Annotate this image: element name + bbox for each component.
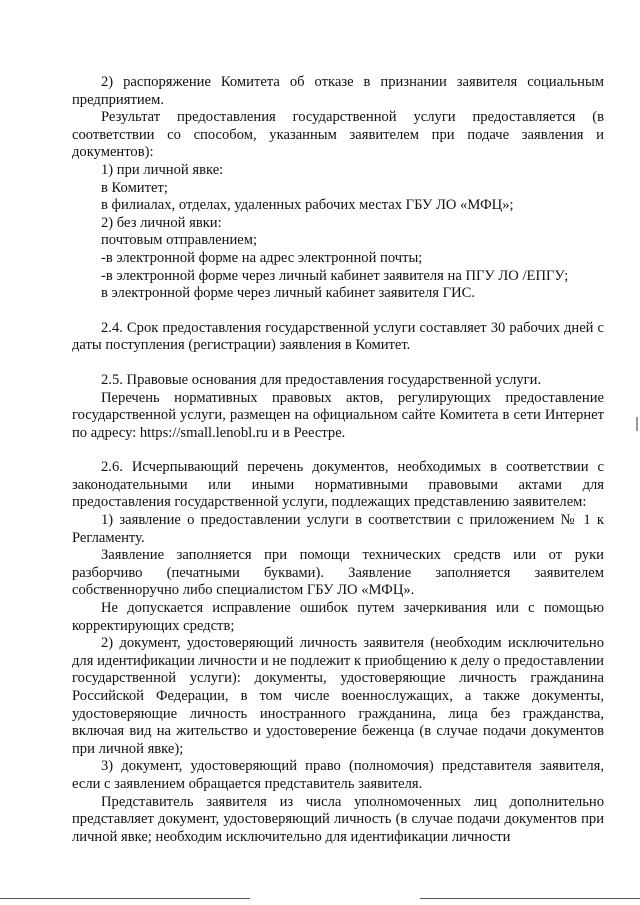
paragraph: Не допускается исправление ошибок путем зачеркивания или с помощью корректирующих средств; — [72, 600, 604, 634]
paragraph: Представитель заявителя из числа уполномоченных лиц дополнительно представляет документ, удостоверяющий личность (в случае подачи документов при личной явке; необходим исключительно для идентификации личности — [72, 793, 604, 845]
paragraph: 3) документ, удостоверяющий право (полномочия) представителя заявителя, если с заявлением обращается представитель заявителя. — [72, 758, 604, 792]
section-gap — [72, 303, 604, 320]
paragraph: 1) заявление о предоставлении услуги в соответствии с приложением № 1 к Регламенту. — [72, 512, 604, 546]
list-line: 1) при личной явке: — [101, 161, 224, 178]
list-line: 2.5. Правовые основания для предоставления государственной услуги. — [101, 371, 542, 388]
list-line: -в электронной форме через личный кабинет заявителя на ПГУ ЛО /ЕПГУ; — [101, 267, 569, 284]
paragraph: Перечень нормативных правовых актов, регулирующих предоставление государственной услуги, размещен на официальном сайте Комитета в сети Интернет по адресу: https://small.lenobl.ru и в Реестре. — [72, 389, 604, 441]
document-page — [72, 74, 604, 846]
list-line: в филиалах, отделах, удаленных рабочих местах ГБУ ЛО «МФЦ»; — [101, 197, 514, 214]
paragraph: Результат предоставления государственной услуги предоставляется (в соответствии со способом, указанным заявителем при подаче заявления и документов): — [72, 109, 604, 161]
paragraph: Заявление заполняется при помощи технических средств или от руки разборчиво (печатными буквами). Заявление заполняется заявителем собственноручно либо специалистом ГБУ ЛО «МФЦ». — [72, 547, 604, 599]
section-gap — [72, 355, 604, 372]
scan-edge-segment — [0, 898, 250, 899]
list-line: -в электронной форме на адрес электронной почты; — [101, 249, 423, 266]
paragraph: 2) распоряжение Комитета об отказе в признании заявителя социальным предприятием. — [72, 74, 604, 108]
scan-edge-segment — [420, 898, 640, 899]
list-line: почтовым отправлением; — [101, 232, 258, 249]
scan-margin-mark — [636, 417, 638, 431]
scan-bottom-edge — [0, 898, 640, 900]
paragraph: 2.6. Исчерпывающий перечень документов, необходимых в соответствии с законодательными или иными нормативными правовыми актами для предоставления государственной услуги, подлежащих представлению заявителем: — [72, 459, 604, 511]
list-line: 2) без личной явки: — [101, 214, 222, 231]
list-line: в электронной форме через личный кабинет заявителя ГИС. — [101, 285, 476, 302]
paragraph: 2.4. Срок предоставления государственной услуги составляет 30 рабочих дней с даты поступления (регистрации) заявления в Комитет. — [72, 319, 604, 354]
section-gap — [72, 442, 604, 459]
paragraph: 2) документ, удостоверяющий личность заявителя (необходим исключительно для идентификации личности и не подлежит к приобщению к делу о предоставлении государственной услуги): документы, удостоверяющие личность гражданина Российской Федерации, в том числе военнослужащих, а также документы, удостоверяющие личность иностранного гражданина, лица без гражданства, включая вид на жительство и удостоверение беженца (в случае подачи документов при личной явке); — [72, 635, 604, 757]
list-line: в Комитет; — [101, 179, 168, 196]
